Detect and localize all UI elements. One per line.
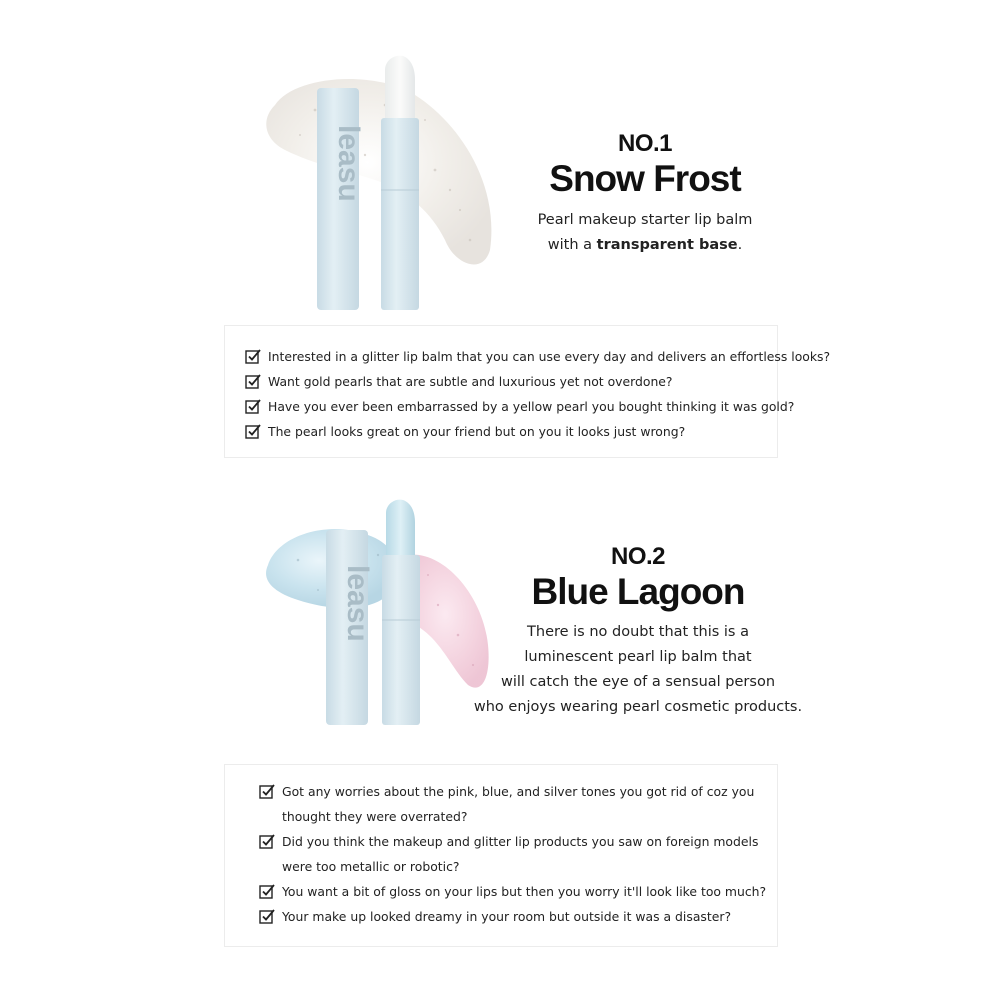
blue-lagoon-title-block — [503, 543, 773, 613]
checklist-item — [259, 879, 766, 904]
product-number: NO.2 — [610, 543, 665, 570]
snow-frost-checklist — [224, 325, 831, 458]
snow-frost-title-block — [520, 130, 770, 200]
checklist-item — [259, 779, 754, 829]
snow-frost-cap-logo: leasu — [332, 125, 365, 202]
checkbox-checked-icon — [245, 348, 261, 364]
blue-lagoon-balm — [386, 500, 415, 557]
product-name: Blue Lagoon — [531, 571, 745, 612]
product-name: Snow Frost — [549, 158, 741, 199]
snow-frost-tube-body — [381, 118, 419, 310]
checkbox-checked-icon — [245, 373, 261, 389]
checkbox-checked-icon — [259, 883, 275, 899]
snow-frost-balm — [385, 56, 415, 120]
description-line: who enjoys wearing pearl cosmetic products. — [473, 699, 803, 715]
checklist-item — [245, 369, 673, 394]
checklist-item — [259, 829, 758, 879]
description-line: with a transparent base. — [547, 237, 743, 253]
blue-lagoon-lip-balm-image — [258, 495, 493, 730]
checkbox-checked-icon — [245, 423, 261, 439]
snow-frost-description — [505, 208, 785, 258]
checklist-item — [245, 344, 830, 369]
checklist-text: Did you think the makeup and glitter lip products you saw on foreign models were too metallic or robotic? — [282, 834, 759, 874]
checklist-text: The pearl looks great on your friend but on you it looks just wrong? — [268, 424, 686, 439]
description-line: Pearl makeup starter lip balm — [537, 212, 753, 228]
description-line: luminescent pearl lip balm that — [524, 649, 752, 665]
blue-lagoon-tube-body — [382, 555, 420, 725]
checkbox-checked-icon — [245, 398, 261, 414]
checklist-text: Have you ever been embarrassed by a yellow pearl you bought thinking it was gold? — [268, 399, 795, 414]
description-highlight: transparent base — [596, 237, 738, 253]
checklist-text: Want gold pearls that are subtle and luxurious yet not overdone? — [268, 374, 673, 389]
blue-lagoon-checklist — [224, 764, 778, 947]
checklist-item — [245, 394, 794, 419]
checkbox-checked-icon — [259, 833, 275, 849]
checklist-item — [245, 419, 685, 444]
checklist-text: Interested in a glitter lip balm that you can use every day and delivers an effortless looks? — [268, 349, 831, 364]
checklist-text: Your make up looked dreamy in your room but outside it was a disaster? — [282, 909, 732, 924]
checklist-item — [259, 904, 731, 929]
snow-frost-lip-balm-image — [255, 50, 500, 315]
checkbox-checked-icon — [259, 908, 275, 924]
checklist-text: Got any worries about the pink, blue, and silver tones you got rid of coz you thought they were overrated? — [282, 784, 755, 824]
product-number: NO.1 — [617, 130, 672, 157]
blue-lagoon-description — [468, 620, 808, 720]
description-line: There is no doubt that this is a — [527, 624, 749, 640]
snow-frost-swatch — [266, 79, 491, 264]
checkbox-checked-icon — [259, 783, 275, 799]
checklist-text: You want a bit of gloss on your lips but then you worry it'll look like too much? — [282, 884, 767, 899]
blue-lagoon-cap-logo: leasu — [341, 565, 374, 642]
description-line: will catch the eye of a sensual person — [500, 674, 776, 690]
